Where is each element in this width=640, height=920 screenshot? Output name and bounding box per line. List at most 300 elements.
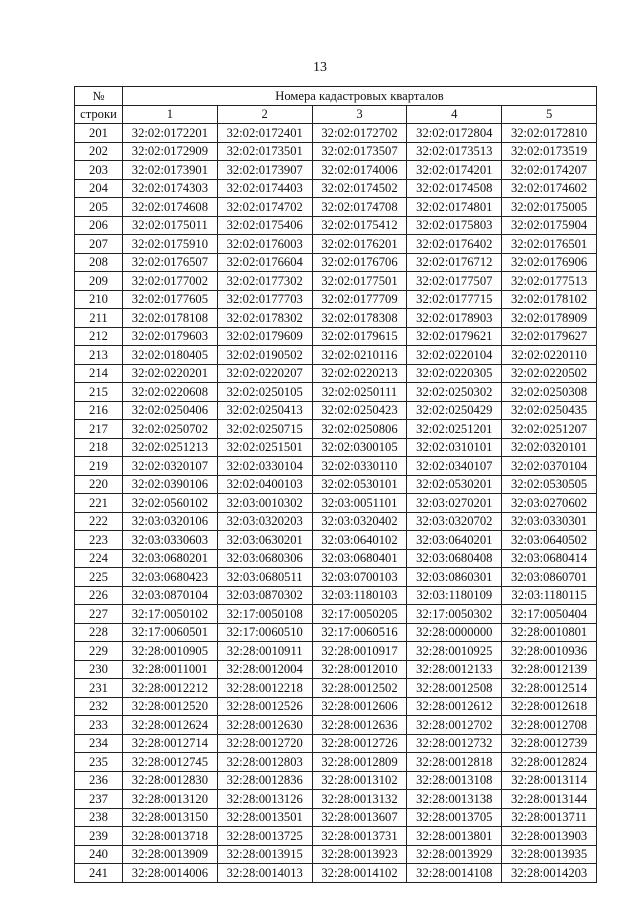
table-row [75, 660, 597, 679]
cadastral-number-cell: 32:02:0179615 [312, 327, 407, 346]
table-row [75, 845, 597, 864]
cadastral-number-cell: 32:28:0010925 [407, 642, 502, 661]
cadastral-number-cell: 32:03:0680511 [217, 568, 312, 587]
table-row [75, 827, 597, 846]
cadastral-number-cell: 32:02:0172810 [502, 124, 597, 143]
row-number-cell: 218 [75, 438, 123, 457]
cadastral-number-cell: 32:02:0560102 [123, 494, 218, 513]
cadastral-number-cell: 32:02:0176906 [502, 253, 597, 272]
row-number-cell: 235 [75, 753, 123, 772]
cadastral-number-cell: 32:28:0010911 [217, 642, 312, 661]
cadastral-number-cell: 32:28:0012526 [217, 697, 312, 716]
cadastral-number-cell: 32:28:0013114 [502, 771, 597, 790]
row-number-cell: 205 [75, 198, 123, 217]
row-number-cell: 227 [75, 605, 123, 624]
page-number: 13 [313, 60, 327, 75]
table-row [75, 142, 597, 161]
table-row [75, 216, 597, 235]
cadastral-number-cell: 32:28:0012630 [217, 716, 312, 735]
row-number-header-word: строки [75, 105, 123, 124]
cadastral-number-cell: 32:02:0220201 [123, 364, 218, 383]
cadastral-number-cell: 32:02:0179621 [407, 327, 502, 346]
cadastral-number-cell: 32:02:0530201 [407, 475, 502, 494]
cadastral-number-cell: 32:02:0173501 [217, 142, 312, 161]
cadastral-number-cell: 32:28:0012732 [407, 734, 502, 753]
cadastral-number-cell: 32:02:0174006 [312, 161, 407, 180]
cadastral-number-cell: 32:28:0012010 [312, 660, 407, 679]
cadastral-number-cell: 32:28:0012818 [407, 753, 502, 772]
cadastral-number-cell: 32:28:0012636 [312, 716, 407, 735]
row-number-cell: 220 [75, 475, 123, 494]
cadastral-number-cell: 32:02:0177605 [123, 290, 218, 309]
table-row [75, 124, 597, 143]
table-row [75, 272, 597, 291]
cadastral-number-cell: 32:03:0320702 [407, 512, 502, 531]
cadastral-number-cell: 32:03:0700103 [312, 568, 407, 587]
cadastral-quarters-table [74, 86, 597, 883]
cadastral-number-cell: 32:02:0177709 [312, 290, 407, 309]
cadastral-number-cell: 32:02:0250308 [502, 383, 597, 402]
cadastral-number-cell: 32:02:0178108 [123, 309, 218, 328]
row-number-cell: 223 [75, 531, 123, 550]
table-row [75, 420, 597, 439]
cadastral-number-cell: 32:02:0174403 [217, 179, 312, 198]
row-number-cell: 241 [75, 864, 123, 883]
cadastral-number-cell: 32:28:0013929 [407, 845, 502, 864]
cadastral-number-cell: 32:02:0178102 [502, 290, 597, 309]
table-row [75, 679, 597, 698]
cadastral-number-cell: 32:28:0012836 [217, 771, 312, 790]
row-number-cell: 213 [75, 346, 123, 365]
row-number-cell: 216 [75, 401, 123, 420]
table-row [75, 235, 597, 254]
cadastral-number-cell: 32:02:0178302 [217, 309, 312, 328]
cadastral-number-cell: 32:28:0013102 [312, 771, 407, 790]
row-number-cell: 215 [75, 383, 123, 402]
row-number-cell: 232 [75, 697, 123, 716]
table-row [75, 549, 597, 568]
cadastral-number-cell: 32:02:0190502 [217, 346, 312, 365]
cadastral-number-cell: 32:28:0012720 [217, 734, 312, 753]
table-row [75, 642, 597, 661]
cadastral-number-cell: 32:02:0176706 [312, 253, 407, 272]
cadastral-number-cell: 32:02:0174201 [407, 161, 502, 180]
cadastral-number-cell: 32:02:0220502 [502, 364, 597, 383]
cadastral-number-cell: 32:02:0390106 [123, 475, 218, 494]
cadastral-number-cell: 32:02:0173507 [312, 142, 407, 161]
cadastral-number-cell: 32:17:0050205 [312, 605, 407, 624]
cadastral-number-cell: 32:03:0630201 [217, 531, 312, 550]
table-row [75, 586, 597, 605]
row-number-cell: 222 [75, 512, 123, 531]
cadastral-number-cell: 32:02:0173513 [407, 142, 502, 161]
cadastral-number-cell: 32:02:0177703 [217, 290, 312, 309]
cadastral-number-cell: 32:02:0175005 [502, 198, 597, 217]
cadastral-number-cell: 32:03:0860301 [407, 568, 502, 587]
table-row [75, 346, 597, 365]
group-title-header: Номера кадастровых кварталов [123, 87, 597, 106]
cadastral-number-cell: 32:03:0680414 [502, 549, 597, 568]
row-number-cell: 210 [75, 290, 123, 309]
table-row [75, 364, 597, 383]
cadastral-number-cell: 32:28:0010905 [123, 642, 218, 661]
cadastral-number-cell: 32:02:0173907 [217, 161, 312, 180]
table-row [75, 808, 597, 827]
cadastral-number-cell: 32:28:0012612 [407, 697, 502, 716]
row-number-header-symbol: № [75, 87, 123, 106]
table-row [75, 494, 597, 513]
cadastral-number-cell: 32:03:1180109 [407, 586, 502, 605]
table-row [75, 568, 597, 587]
cadastral-number-cell: 32:17:0050102 [123, 605, 218, 624]
cadastral-number-cell: 32:28:0012520 [123, 697, 218, 716]
row-number-cell: 202 [75, 142, 123, 161]
cadastral-number-cell: 32:02:0179627 [502, 327, 597, 346]
cadastral-number-cell: 32:28:0013903 [502, 827, 597, 846]
table-row [75, 531, 597, 550]
column-header: 5 [502, 105, 597, 124]
cadastral-number-cell: 32:28:0013138 [407, 790, 502, 809]
cadastral-number-cell: 32:02:0340107 [407, 457, 502, 476]
row-number-cell: 207 [75, 235, 123, 254]
cadastral-number-cell: 32:28:0012218 [217, 679, 312, 698]
cadastral-number-cell: 32:03:0330301 [502, 512, 597, 531]
cadastral-number-cell: 32:02:0250806 [312, 420, 407, 439]
table-row [75, 512, 597, 531]
cadastral-number-cell: 32:03:0680401 [312, 549, 407, 568]
cadastral-number-cell: 32:02:0400103 [217, 475, 312, 494]
table-row [75, 457, 597, 476]
cadastral-number-cell: 32:02:0250406 [123, 401, 218, 420]
cadastral-number-cell: 32:02:0250302 [407, 383, 502, 402]
column-header: 3 [312, 105, 407, 124]
cadastral-number-cell: 32:28:0013915 [217, 845, 312, 864]
cadastral-number-cell: 32:28:0012508 [407, 679, 502, 698]
table-row [75, 734, 597, 753]
header-row-top [75, 87, 597, 106]
table-row [75, 623, 597, 642]
cadastral-number-cell: 32:02:0177507 [407, 272, 502, 291]
cadastral-number-cell: 32:28:0012133 [407, 660, 502, 679]
cadastral-number-cell: 32:17:0050404 [502, 605, 597, 624]
cadastral-number-cell: 32:03:0320203 [217, 512, 312, 531]
row-number-cell: 221 [75, 494, 123, 513]
cadastral-number-cell: 32:28:0010801 [502, 623, 597, 642]
cadastral-number-cell: 32:28:0013909 [123, 845, 218, 864]
cadastral-number-cell: 32:28:0012502 [312, 679, 407, 698]
cadastral-number-cell: 32:02:0175803 [407, 216, 502, 235]
table-row [75, 790, 597, 809]
row-number-cell: 229 [75, 642, 123, 661]
cadastral-number-cell: 32:02:0175011 [123, 216, 218, 235]
cadastral-number-cell: 32:03:0870302 [217, 586, 312, 605]
row-number-cell: 233 [75, 716, 123, 735]
cadastral-number-cell: 32:02:0176201 [312, 235, 407, 254]
table-row [75, 864, 597, 883]
cadastral-number-cell: 32:02:0530505 [502, 475, 597, 494]
row-number-cell: 217 [75, 420, 123, 439]
cadastral-number-cell: 32:03:0270602 [502, 494, 597, 513]
cadastral-number-cell: 32:28:0013923 [312, 845, 407, 864]
cadastral-number-cell: 32:02:0177002 [123, 272, 218, 291]
cadastral-number-cell: 32:28:0012606 [312, 697, 407, 716]
cadastral-number-cell: 32:28:0012809 [312, 753, 407, 772]
cadastral-number-cell: 32:03:0270201 [407, 494, 502, 513]
cadastral-number-cell: 32:02:0175910 [123, 235, 218, 254]
cadastral-number-cell: 32:02:0174801 [407, 198, 502, 217]
row-number-cell: 230 [75, 660, 123, 679]
table-row [75, 771, 597, 790]
cadastral-number-cell: 32:02:0250702 [123, 420, 218, 439]
cadastral-number-cell: 32:03:0010302 [217, 494, 312, 513]
cadastral-number-cell: 32:02:0174608 [123, 198, 218, 217]
cadastral-number-cell: 32:02:0220104 [407, 346, 502, 365]
table-row [75, 198, 597, 217]
row-number-cell: 211 [75, 309, 123, 328]
cadastral-number-cell: 32:02:0172909 [123, 142, 218, 161]
column-header: 2 [217, 105, 312, 124]
cadastral-number-cell: 32:28:0013711 [502, 808, 597, 827]
table-row [75, 401, 597, 420]
cadastral-number-cell: 32:28:0013150 [123, 808, 218, 827]
table-row [75, 327, 597, 346]
cadastral-number-cell: 32:02:0250111 [312, 383, 407, 402]
cadastral-number-cell: 32:02:0210116 [312, 346, 407, 365]
table-row [75, 753, 597, 772]
cadastral-number-cell: 32:28:0012714 [123, 734, 218, 753]
cadastral-number-cell: 32:02:0180405 [123, 346, 218, 365]
cadastral-number-cell: 32:28:0010936 [502, 642, 597, 661]
cadastral-number-cell: 32:28:0013607 [312, 808, 407, 827]
cadastral-number-cell: 32:02:0250413 [217, 401, 312, 420]
table-row [75, 309, 597, 328]
row-number-cell: 212 [75, 327, 123, 346]
table-row [75, 438, 597, 457]
cadastral-number-cell: 32:02:0179603 [123, 327, 218, 346]
cadastral-number-cell: 32:02:0300105 [312, 438, 407, 457]
cadastral-number-cell: 32:02:0330110 [312, 457, 407, 476]
row-number-cell: 224 [75, 549, 123, 568]
cadastral-number-cell: 32:02:0220608 [123, 383, 218, 402]
cadastral-number-cell: 32:02:0176501 [502, 235, 597, 254]
cadastral-number-cell: 32:02:0174303 [123, 179, 218, 198]
cadastral-number-cell: 32:02:0177501 [312, 272, 407, 291]
column-header: 4 [407, 105, 502, 124]
table-row [75, 475, 597, 494]
table-row [75, 179, 597, 198]
cadastral-number-cell: 32:28:0013731 [312, 827, 407, 846]
cadastral-number-cell: 32:02:0178909 [502, 309, 597, 328]
cadastral-number-cell: 32:28:0012514 [502, 679, 597, 698]
row-number-cell: 219 [75, 457, 123, 476]
cadastral-number-cell: 32:28:0000000 [407, 623, 502, 642]
cadastral-number-cell: 32:28:0011001 [123, 660, 218, 679]
row-number-cell: 203 [75, 161, 123, 180]
cadastral-number-cell: 32:28:0012739 [502, 734, 597, 753]
row-number-cell: 225 [75, 568, 123, 587]
cadastral-number-cell: 32:28:0012803 [217, 753, 312, 772]
cadastral-number-cell: 32:02:0176712 [407, 253, 502, 272]
cadastral-number-cell: 32:02:0220213 [312, 364, 407, 383]
table-row [75, 697, 597, 716]
cadastral-number-cell: 32:28:0014006 [123, 864, 218, 883]
cadastral-number-cell: 32:28:0013705 [407, 808, 502, 827]
cadastral-number-cell: 32:02:0250105 [217, 383, 312, 402]
cadastral-number-cell: 32:02:0175406 [217, 216, 312, 235]
table-row [75, 605, 597, 624]
row-number-cell: 208 [75, 253, 123, 272]
row-number-cell: 231 [75, 679, 123, 698]
cadastral-number-cell: 32:03:0640502 [502, 531, 597, 550]
cadastral-number-cell: 32:02:0320101 [502, 438, 597, 457]
cadastral-number-cell: 32:02:0176604 [217, 253, 312, 272]
cadastral-number-cell: 32:28:0010917 [312, 642, 407, 661]
cadastral-number-cell: 32:02:0172401 [217, 124, 312, 143]
row-number-cell: 238 [75, 808, 123, 827]
cadastral-number-cell: 32:02:0220207 [217, 364, 312, 383]
column-header: 1 [123, 105, 218, 124]
cadastral-number-cell: 32:02:0174207 [502, 161, 597, 180]
cadastral-number-cell: 32:28:0012139 [502, 660, 597, 679]
cadastral-number-cell: 32:28:0012702 [407, 716, 502, 735]
row-number-cell: 228 [75, 623, 123, 642]
cadastral-number-cell: 32:02:0177715 [407, 290, 502, 309]
cadastral-number-cell: 32:03:0860701 [502, 568, 597, 587]
cadastral-number-cell: 32:03:0680306 [217, 549, 312, 568]
cadastral-number-cell: 32:03:0680423 [123, 568, 218, 587]
row-number-cell: 239 [75, 827, 123, 846]
row-number-cell: 204 [75, 179, 123, 198]
cadastral-number-cell: 32:03:0640201 [407, 531, 502, 550]
cadastral-number-cell: 32:28:0013126 [217, 790, 312, 809]
cadastral-number-cell: 32:02:0320107 [123, 457, 218, 476]
cadastral-number-cell: 32:03:0330603 [123, 531, 218, 550]
cadastral-number-cell: 32:02:0177302 [217, 272, 312, 291]
row-number-cell: 234 [75, 734, 123, 753]
cadastral-number-cell: 32:28:0013501 [217, 808, 312, 827]
cadastral-number-cell: 32:28:0014013 [217, 864, 312, 883]
cadastral-number-cell: 32:02:0250715 [217, 420, 312, 439]
cadastral-number-cell: 32:02:0178903 [407, 309, 502, 328]
table-row [75, 290, 597, 309]
row-number-cell: 201 [75, 124, 123, 143]
cadastral-number-cell: 32:02:0174508 [407, 179, 502, 198]
cadastral-number-cell: 32:17:0050302 [407, 605, 502, 624]
cadastral-number-cell: 32:03:1180103 [312, 586, 407, 605]
cadastral-number-cell: 32:28:0014102 [312, 864, 407, 883]
cadastral-number-cell: 32:28:0014203 [502, 864, 597, 883]
cadastral-number-cell: 32:02:0174702 [217, 198, 312, 217]
row-number-cell: 206 [75, 216, 123, 235]
cadastral-number-cell: 32:02:0251207 [502, 420, 597, 439]
cadastral-number-cell: 32:02:0175904 [502, 216, 597, 235]
cadastral-number-cell: 32:28:0012212 [123, 679, 218, 698]
cadastral-number-cell: 32:02:0174502 [312, 179, 407, 198]
row-number-cell: 240 [75, 845, 123, 864]
cadastral-number-cell: 32:28:0013132 [312, 790, 407, 809]
cadastral-number-cell: 32:28:0014108 [407, 864, 502, 883]
cadastral-number-cell: 32:03:0870104 [123, 586, 218, 605]
cadastral-number-cell: 32:03:0680201 [123, 549, 218, 568]
cadastral-number-cell: 32:17:0060510 [217, 623, 312, 642]
cadastral-number-cell: 32:02:0172201 [123, 124, 218, 143]
row-number-cell: 226 [75, 586, 123, 605]
cadastral-number-cell: 32:28:0012624 [123, 716, 218, 735]
cadastral-number-cell: 32:02:0173901 [123, 161, 218, 180]
cadastral-number-cell: 32:02:0172804 [407, 124, 502, 143]
cadastral-number-cell: 32:02:0220305 [407, 364, 502, 383]
cadastral-number-cell: 32:28:0012004 [217, 660, 312, 679]
cadastral-number-cell: 32:28:0013144 [502, 790, 597, 809]
table-row [75, 161, 597, 180]
cadastral-number-cell: 32:28:0012824 [502, 753, 597, 772]
cadastral-number-cell: 32:02:0178308 [312, 309, 407, 328]
cadastral-number-cell: 32:02:0174602 [502, 179, 597, 198]
row-number-cell: 209 [75, 272, 123, 291]
cadastral-number-cell: 32:02:0175412 [312, 216, 407, 235]
cadastral-number-cell: 32:28:0012618 [502, 697, 597, 716]
cadastral-number-cell: 32:03:1180115 [502, 586, 597, 605]
cadastral-number-cell: 32:03:0051101 [312, 494, 407, 513]
cadastral-number-cell: 32:02:0220110 [502, 346, 597, 365]
table-row [75, 383, 597, 402]
cadastral-number-cell: 32:03:0320106 [123, 512, 218, 531]
cadastral-number-cell: 32:02:0251213 [123, 438, 218, 457]
table-row [75, 253, 597, 272]
cadastral-number-cell: 32:02:0310101 [407, 438, 502, 457]
cadastral-number-cell: 32:02:0172702 [312, 124, 407, 143]
cadastral-number-cell: 32:17:0060516 [312, 623, 407, 642]
cadastral-number-cell: 32:02:0176507 [123, 253, 218, 272]
cadastral-number-cell: 32:02:0250423 [312, 401, 407, 420]
cadastral-number-cell: 32:02:0176003 [217, 235, 312, 254]
cadastral-number-cell: 32:02:0179609 [217, 327, 312, 346]
cadastral-number-cell: 32:02:0250435 [502, 401, 597, 420]
cadastral-number-cell: 32:28:0012745 [123, 753, 218, 772]
cadastral-number-cell: 32:28:0013725 [217, 827, 312, 846]
cadastral-number-cell: 32:02:0251201 [407, 420, 502, 439]
table-body [75, 124, 597, 883]
cadastral-number-cell: 32:28:0013120 [123, 790, 218, 809]
row-number-cell: 214 [75, 364, 123, 383]
cadastral-number-cell: 32:28:0013801 [407, 827, 502, 846]
cadastral-number-cell: 32:28:0013108 [407, 771, 502, 790]
cadastral-number-cell: 32:28:0012708 [502, 716, 597, 735]
cadastral-number-cell: 32:02:0176402 [407, 235, 502, 254]
cadastral-number-cell: 32:02:0177513 [502, 272, 597, 291]
cadastral-number-cell: 32:02:0330104 [217, 457, 312, 476]
cadastral-number-cell: 32:17:0050108 [217, 605, 312, 624]
cadastral-number-cell: 32:03:0320402 [312, 512, 407, 531]
cadastral-number-cell: 32:02:0530101 [312, 475, 407, 494]
cadastral-number-cell: 32:03:0640102 [312, 531, 407, 550]
row-number-cell: 237 [75, 790, 123, 809]
row-number-cell: 236 [75, 771, 123, 790]
table-row [75, 716, 597, 735]
cadastral-number-cell: 32:28:0012726 [312, 734, 407, 753]
cadastral-number-cell: 32:03:0680408 [407, 549, 502, 568]
cadastral-number-cell: 32:02:0370104 [502, 457, 597, 476]
cadastral-number-cell: 32:28:0012830 [123, 771, 218, 790]
cadastral-number-cell: 32:28:0013935 [502, 845, 597, 864]
cadastral-number-cell: 32:02:0251501 [217, 438, 312, 457]
cadastral-number-cell: 32:02:0173519 [502, 142, 597, 161]
cadastral-number-cell: 32:02:0174708 [312, 198, 407, 217]
header-row-columns [75, 105, 597, 124]
cadastral-number-cell: 32:28:0013718 [123, 827, 218, 846]
cadastral-number-cell: 32:02:0250429 [407, 401, 502, 420]
cadastral-number-cell: 32:17:0060501 [123, 623, 218, 642]
